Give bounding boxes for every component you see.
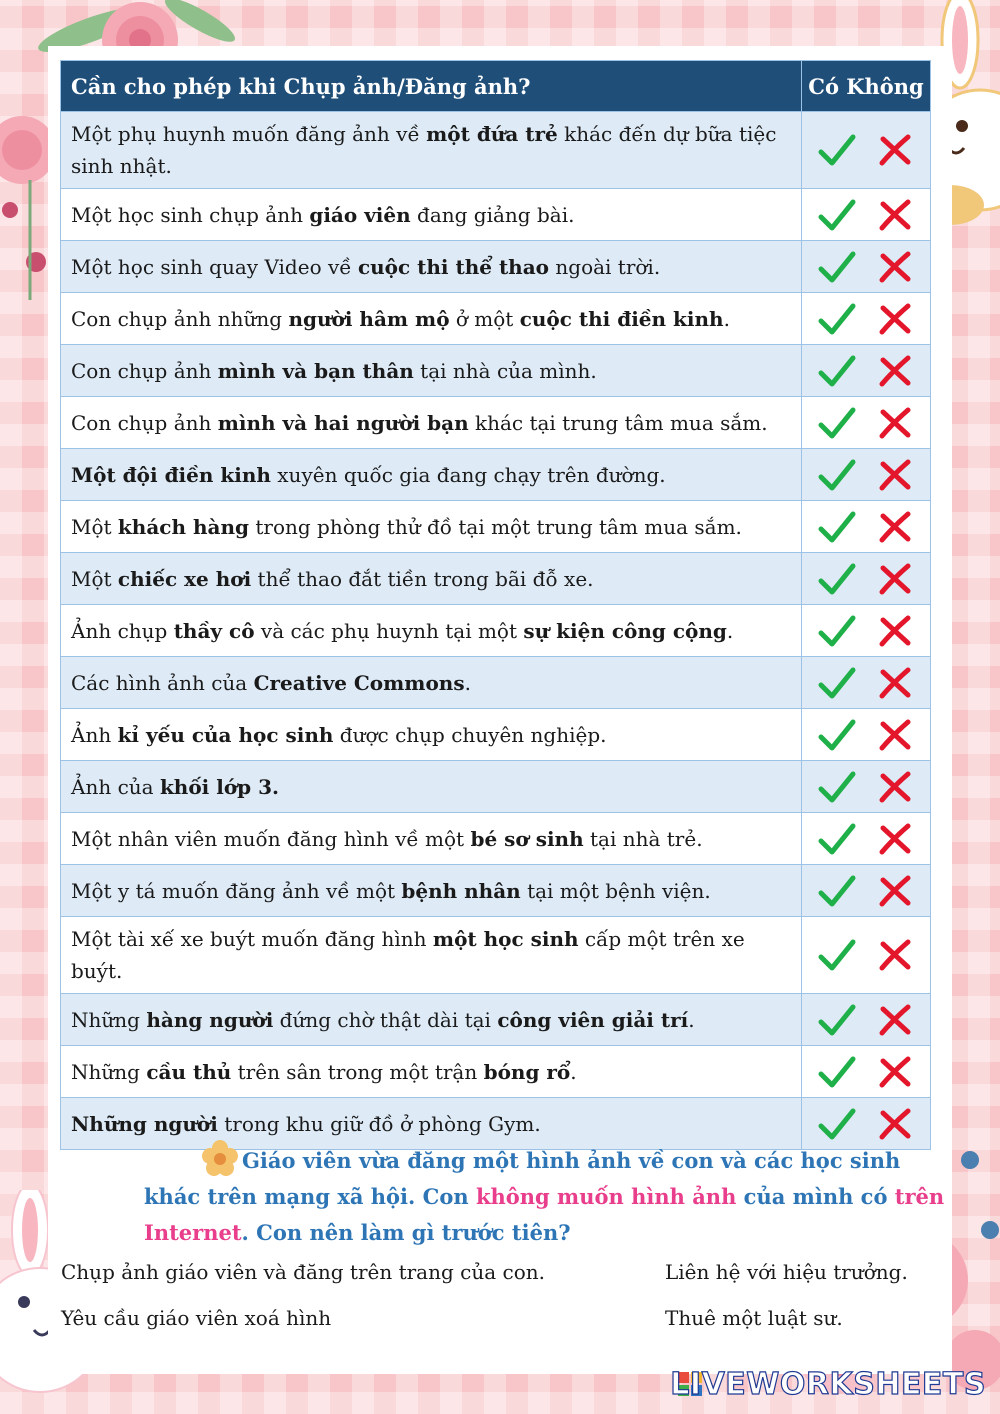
row-choices xyxy=(802,112,931,189)
statement-text: . xyxy=(723,306,730,331)
table-row xyxy=(61,189,931,241)
no-cross-icon[interactable] xyxy=(875,715,915,755)
yes-check-icon[interactable] xyxy=(817,559,857,599)
statement-bold-text: hàng người xyxy=(146,1007,274,1032)
row-choices xyxy=(802,501,931,553)
statement-bold-text: mình và hai người bạn xyxy=(217,410,469,435)
statement-bold-text: cuộc thi điền kinh xyxy=(519,306,724,331)
row-choices xyxy=(802,761,931,813)
row-choices xyxy=(802,1046,931,1098)
row-statement xyxy=(61,605,802,657)
table-row xyxy=(61,709,931,761)
question-text xyxy=(144,1138,950,1251)
table-row xyxy=(61,397,931,449)
statement-bold-text: công viên giải trí xyxy=(497,1007,689,1032)
statement-text: . xyxy=(570,1059,577,1084)
yes-check-icon[interactable] xyxy=(817,507,857,547)
row-choices xyxy=(802,397,931,449)
statement-bold-text: Một đội điền kinh xyxy=(71,462,271,487)
statement-text: Một y tá muốn đăng ảnh về một xyxy=(71,878,402,903)
statement-text: đứng chờ thật dài tại xyxy=(273,1007,498,1032)
statement-bold-text: thầy cô xyxy=(173,618,255,643)
no-cross-icon[interactable] xyxy=(875,663,915,703)
statement-text: khác đến dự bữa tiệc sinh nhật. xyxy=(71,122,777,178)
table-row xyxy=(61,112,931,189)
statement-text: tại nhà trẻ. xyxy=(583,826,703,851)
statement-bold-text: Creative Commons xyxy=(253,670,465,695)
no-cross-icon[interactable] xyxy=(875,130,915,170)
no-cross-icon[interactable] xyxy=(875,559,915,599)
statement-text: trong khu giữ đồ ở phòng Gym. xyxy=(217,1111,541,1136)
row-statement xyxy=(61,813,802,865)
answer-option-2[interactable]: Liên hệ với hiệu trưởng. xyxy=(665,1260,908,1284)
no-cross-icon[interactable] xyxy=(875,507,915,547)
no-cross-icon[interactable] xyxy=(875,767,915,807)
answer-option-4[interactable]: Thuê một luật sư. xyxy=(665,1306,843,1330)
statement-text: Một học sinh quay Video về xyxy=(71,254,358,279)
statement-text: Một phụ huynh muốn đăng ảnh về xyxy=(71,122,427,146)
statement-bold-text: người hâm mộ xyxy=(288,306,450,331)
statement-text: Một học sinh chụp ảnh xyxy=(71,202,310,227)
row-choices xyxy=(802,657,931,709)
no-cross-icon[interactable] xyxy=(875,351,915,391)
no-cross-icon[interactable] xyxy=(875,455,915,495)
row-choices xyxy=(802,449,931,501)
yes-check-icon[interactable] xyxy=(817,351,857,391)
statement-text: Con chụp ảnh xyxy=(71,358,218,383)
statement-bold-text: một đứa trẻ xyxy=(426,122,558,146)
statement-text: thể thao đắt tiền trong bãi đỗ xe. xyxy=(251,566,594,591)
statement-text: Ảnh của xyxy=(71,774,160,799)
statement-text: được chụp chuyên nghiệp. xyxy=(333,722,607,747)
statement-bold-text: cầu thủ xyxy=(146,1059,232,1084)
yes-check-icon[interactable] xyxy=(817,1052,857,1092)
yes-check-icon[interactable] xyxy=(817,611,857,651)
statement-text: Con chụp ảnh những xyxy=(71,306,289,331)
yes-check-icon[interactable] xyxy=(817,455,857,495)
yes-check-icon[interactable] xyxy=(817,195,857,235)
question-part-1: Giáo viên vừa đăng một hình ảnh về con và các học sinh khác trên mạng xã hội. Con xyxy=(144,1148,901,1209)
flower-bullet-icon xyxy=(200,1138,240,1178)
row-choices xyxy=(802,241,931,293)
row-choices xyxy=(802,345,931,397)
row-choices xyxy=(802,189,931,241)
statement-bold-text: cuộc thi thể thao xyxy=(357,254,550,279)
table-row xyxy=(61,1046,931,1098)
answer-option-1[interactable]: Chụp ảnh giáo viên và đăng trên trang của con. xyxy=(61,1260,545,1284)
row-statement xyxy=(61,709,802,761)
statement-text: cấp một trên xe buýt. xyxy=(71,927,745,983)
statement-bold-text: khách hàng xyxy=(117,514,249,539)
no-cross-icon[interactable] xyxy=(875,935,915,975)
row-choices xyxy=(802,917,931,994)
statement-text: Những xyxy=(71,1059,147,1084)
statement-text: Những xyxy=(71,1007,147,1032)
statement-bold-text: khối lớp 3. xyxy=(159,774,279,799)
statement-text: tại một bệnh viện. xyxy=(520,878,711,903)
statement-bold-text: một học sinh xyxy=(432,927,579,951)
row-choices xyxy=(802,605,931,657)
table-row xyxy=(61,657,931,709)
statement-text: xuyên quốc gia đang chạy trên đường. xyxy=(270,462,666,487)
question-part-2: của mình có xyxy=(736,1184,895,1209)
yes-check-icon[interactable] xyxy=(817,403,857,443)
question-highlight-2: trên Internet xyxy=(144,1184,945,1245)
row-choices xyxy=(802,865,931,917)
question-highlight-1: không muốn hình ảnh xyxy=(475,1184,737,1209)
statement-text: . xyxy=(688,1007,695,1032)
row-statement xyxy=(61,345,802,397)
table-row xyxy=(61,865,931,917)
no-cross-icon[interactable] xyxy=(875,871,915,911)
no-cross-icon[interactable] xyxy=(875,299,915,339)
statement-bold-text: mình và bạn thân xyxy=(217,358,414,383)
yes-check-icon[interactable] xyxy=(817,935,857,975)
row-choices xyxy=(802,293,931,345)
row-choices xyxy=(802,553,931,605)
answer-option-3[interactable]: Yêu cầu giáo viên xoá hình xyxy=(61,1306,332,1330)
statement-bold-text: giáo viên xyxy=(309,202,411,227)
table-header-yes-no: Có Không xyxy=(802,61,931,112)
statement-bold-text: bóng rổ xyxy=(483,1059,571,1084)
row-statement xyxy=(61,189,802,241)
statement-text: . xyxy=(726,618,734,643)
table-header-question: Cần cho phép khi Chụp ảnh/Đăng ảnh? xyxy=(61,61,802,112)
row-statement xyxy=(61,917,802,994)
statement-text: Một nhân viên muốn đăng hình về một xyxy=(71,826,471,851)
liveworksheets-brand: LIVEWORKSHEETS xyxy=(670,1367,986,1402)
statement-text: Một xyxy=(71,514,118,539)
table-row xyxy=(61,605,931,657)
table-row xyxy=(61,345,931,397)
statement-text: và các phụ huynh tại một xyxy=(254,618,524,643)
table-row xyxy=(61,917,931,994)
row-statement xyxy=(61,397,802,449)
no-cross-icon[interactable] xyxy=(875,195,915,235)
row-statement xyxy=(61,293,802,345)
yes-check-icon[interactable] xyxy=(817,767,857,807)
statement-text: Một xyxy=(71,566,118,591)
statement-text: Ảnh xyxy=(71,722,118,747)
row-choices xyxy=(802,813,931,865)
yes-check-icon[interactable] xyxy=(817,247,857,287)
statement-text: trong phòng thử đồ tại một trung tâm mua sắm. xyxy=(249,514,742,539)
statement-bold-text: chiếc xe hơi xyxy=(117,566,252,591)
yes-check-icon[interactable] xyxy=(817,871,857,911)
no-cross-icon[interactable] xyxy=(875,1052,915,1092)
table-header-row xyxy=(61,61,931,112)
row-statement xyxy=(61,994,802,1046)
question-part-3: . Con nên làm gì trước tiên? xyxy=(241,1220,571,1245)
row-statement xyxy=(61,657,802,709)
row-statement xyxy=(61,501,802,553)
yes-check-icon[interactable] xyxy=(817,130,857,170)
photo-permission-table xyxy=(60,60,931,1150)
row-statement xyxy=(61,112,802,189)
no-cross-icon[interactable] xyxy=(875,611,915,651)
row-choices xyxy=(802,709,931,761)
yes-check-icon[interactable] xyxy=(817,1000,857,1040)
no-cross-icon[interactable] xyxy=(875,247,915,287)
yes-check-icon[interactable] xyxy=(817,663,857,703)
table-row xyxy=(61,994,931,1046)
statement-text: Con chụp ảnh xyxy=(71,410,218,435)
no-cross-icon[interactable] xyxy=(875,403,915,443)
row-statement xyxy=(61,553,802,605)
table-row xyxy=(61,241,931,293)
statement-bold-text: Những người xyxy=(71,1111,218,1136)
statement-text: đang giảng bài. xyxy=(410,202,575,227)
no-cross-icon[interactable] xyxy=(875,819,915,859)
statement-text: ở một xyxy=(449,306,520,331)
statement-text: Các hình ảnh của xyxy=(71,670,254,695)
table-row xyxy=(61,553,931,605)
table-row xyxy=(61,761,931,813)
row-statement xyxy=(61,865,802,917)
row-choices xyxy=(802,994,931,1046)
statement-bold-text: bệnh nhân xyxy=(401,878,521,903)
row-statement xyxy=(61,761,802,813)
row-statement xyxy=(61,241,802,293)
statement-text: Một tài xế xe buýt muốn đăng hình xyxy=(71,927,433,951)
statement-text: trên sân trong một trận xyxy=(231,1059,484,1084)
table-row xyxy=(61,293,931,345)
statement-text: . xyxy=(464,670,471,695)
statement-text: khác tại trung tâm mua sắm. xyxy=(468,410,768,435)
statement-bold-text: sự kiện công cộng xyxy=(523,618,727,643)
no-cross-icon[interactable] xyxy=(875,1000,915,1040)
table-row xyxy=(61,501,931,553)
table-row xyxy=(61,449,931,501)
statement-text: ngoài trời. xyxy=(549,254,661,279)
statement-text: tại nhà của mình. xyxy=(413,358,597,383)
table-row xyxy=(61,813,931,865)
row-statement xyxy=(61,449,802,501)
statement-text: Ảnh chụp xyxy=(71,618,174,643)
yes-check-icon[interactable] xyxy=(817,299,857,339)
statement-bold-text: bé sơ sinh xyxy=(470,826,584,851)
statement-bold-text: kỉ yếu của học sinh xyxy=(117,722,334,747)
yes-check-icon[interactable] xyxy=(817,819,857,859)
yes-check-icon[interactable] xyxy=(817,715,857,755)
row-statement xyxy=(61,1046,802,1098)
